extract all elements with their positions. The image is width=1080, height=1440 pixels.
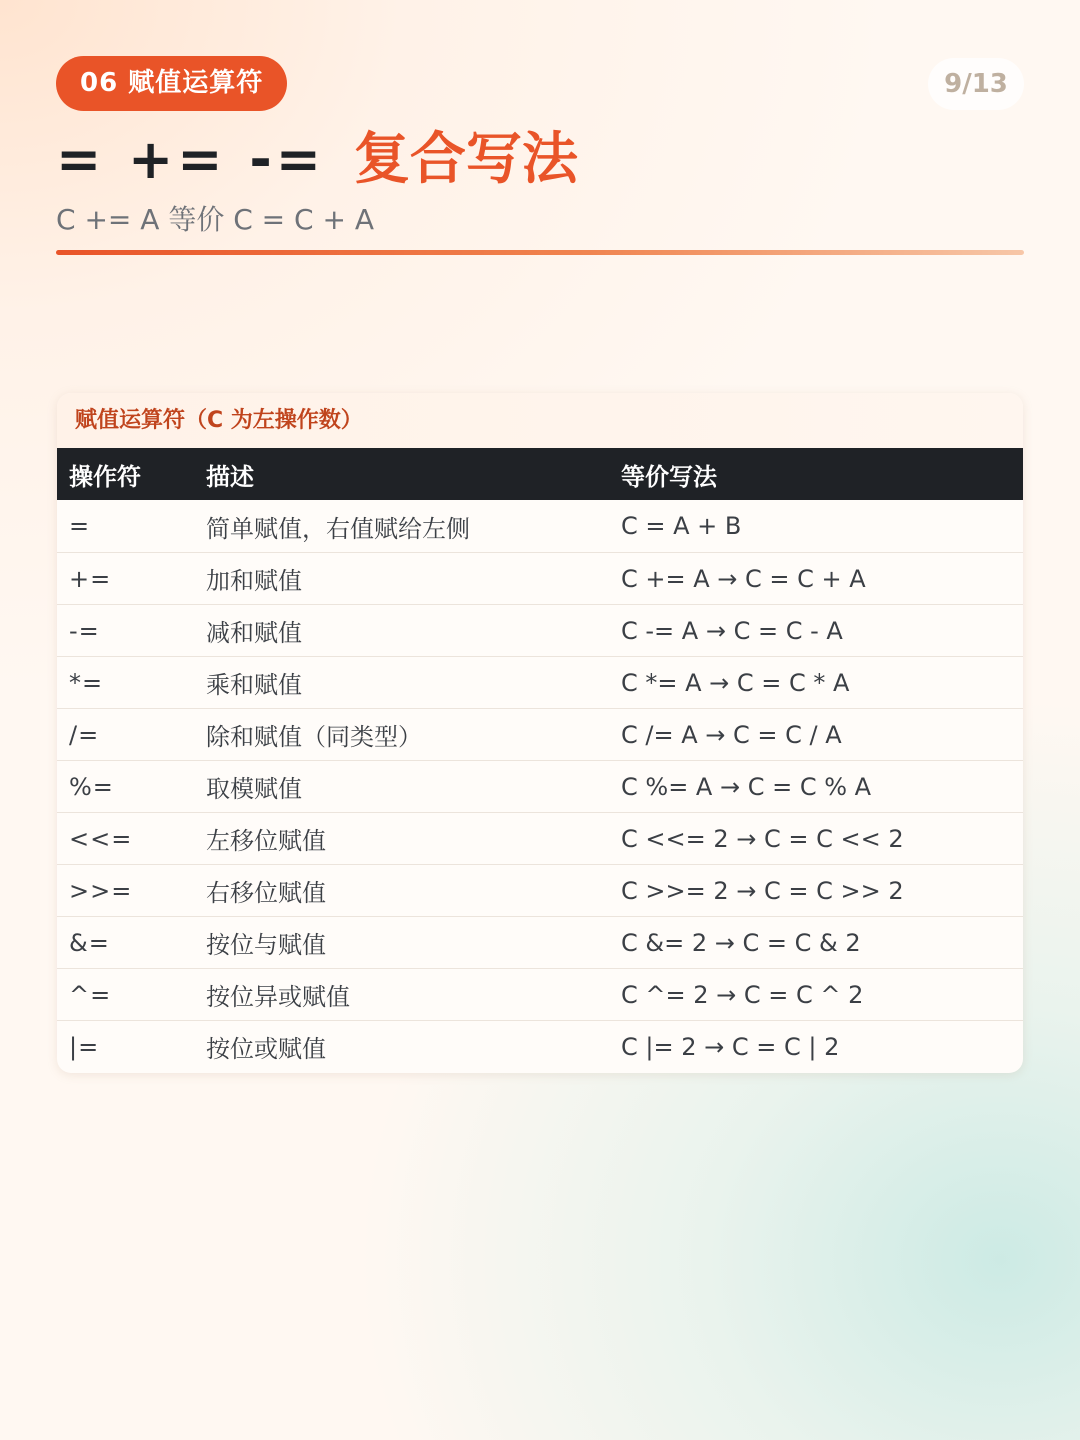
column-header-description: 描述	[206, 462, 254, 491]
title-operators: = += -=	[56, 128, 325, 191]
table-row	[57, 761, 1023, 813]
operator-cell: <<=	[57, 813, 194, 865]
equivalent-cell: C -= A → C = C - A	[609, 605, 1023, 657]
page-title	[56, 124, 578, 196]
operator-cell: *=	[57, 657, 194, 709]
description-cell: 取模赋值	[194, 761, 609, 813]
operator-cell: >>=	[57, 865, 194, 917]
description-cell: 左移位赋值	[194, 813, 609, 865]
equivalent-cell: C <<= 2 → C = C << 2	[609, 813, 1023, 865]
operator-table-card	[57, 393, 1023, 1073]
operator-cell: &=	[57, 917, 194, 969]
operator-cell: +=	[57, 553, 194, 605]
table-row	[57, 917, 1023, 969]
equivalent-cell: C |= 2 → C = C | 2	[609, 1021, 1023, 1073]
operator-table	[57, 448, 1023, 1072]
equivalent-cell: C *= A → C = C * A	[609, 657, 1023, 709]
operator-cell: /=	[57, 709, 194, 761]
description-cell: 简单赋值，右值赋给左侧	[206, 514, 470, 543]
description-cell: 减和赋值	[194, 605, 609, 657]
table-row	[57, 865, 1023, 917]
description-cell: 按位与赋值	[194, 917, 609, 969]
description-cell: 右移位赋值	[194, 865, 609, 917]
table-row	[57, 969, 1023, 1021]
operator-cell: =	[69, 512, 91, 540]
table-row	[57, 605, 1023, 657]
operator-cell: |=	[57, 1021, 194, 1073]
equivalent-cell: C &= 2 → C = C & 2	[609, 917, 1023, 969]
description-cell: 按位或赋值	[194, 1021, 609, 1073]
table-row	[57, 813, 1023, 865]
description-cell: 加和赋值	[194, 553, 609, 605]
table-row	[57, 553, 1023, 605]
table-row	[57, 709, 1023, 761]
table-row	[57, 500, 1023, 553]
title-accent: 复合写法	[353, 127, 578, 192]
title-divider	[56, 250, 1024, 255]
column-header-equivalent: 等价写法	[621, 462, 717, 491]
operator-cell: %=	[57, 761, 194, 813]
table-row	[57, 1021, 1023, 1073]
equivalent-cell: C >>= 2 → C = C >> 2	[609, 865, 1023, 917]
equivalent-cell: C += A → C = C + A	[609, 553, 1023, 605]
equivalent-cell: C %= A → C = C % A	[609, 761, 1023, 813]
section-badge: 06 赋值运算符	[56, 56, 287, 111]
column-header-operator: 操作符	[69, 462, 141, 491]
equivalent-cell: C = A + B	[621, 512, 742, 540]
operator-cell: -=	[57, 605, 194, 657]
table-header-row	[57, 448, 1023, 500]
description-cell: 除和赋值（同类型）	[194, 709, 609, 761]
table-caption: 赋值运算符（C 为左操作数）	[57, 393, 1023, 448]
equivalent-cell: C /= A → C = C / A	[609, 709, 1023, 761]
equivalent-cell: C ^= 2 → C = C ^ 2	[609, 969, 1023, 1021]
page-indicator: 9/13	[928, 58, 1024, 110]
description-cell: 乘和赋值	[194, 657, 609, 709]
table-row	[57, 657, 1023, 709]
operator-cell: ^=	[57, 969, 194, 1021]
page-subtitle: C += A 等价 C = C + A	[56, 203, 375, 236]
description-cell: 按位异或赋值	[194, 969, 609, 1021]
